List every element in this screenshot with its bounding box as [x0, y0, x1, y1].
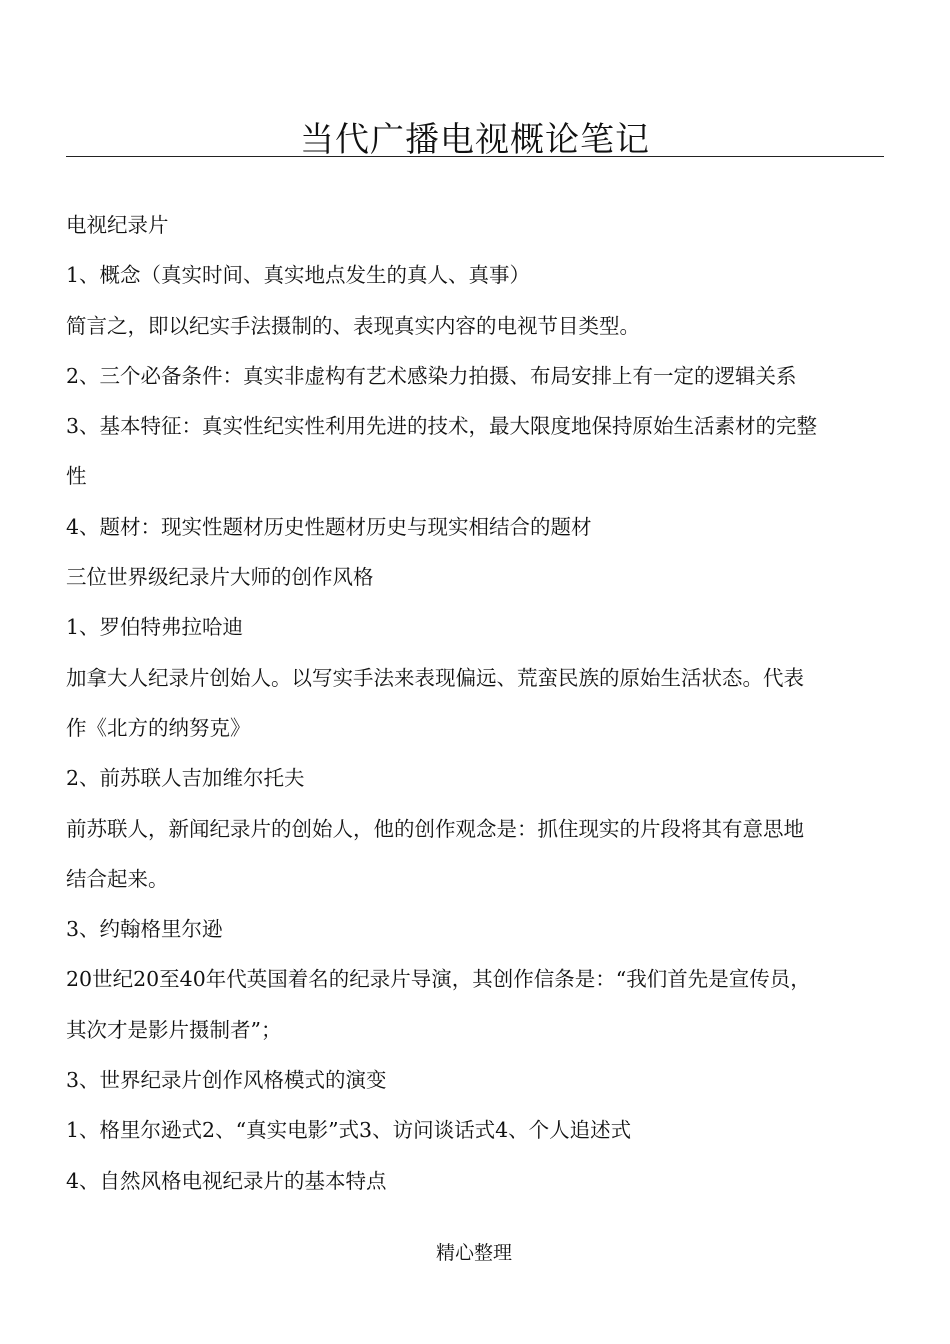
page-footer: 精心整理: [436, 1242, 513, 1264]
text-line: 4、题材：现实性题材历史性题材历史与现实相结合的题材: [66, 514, 592, 539]
text-line: 20世纪20至40年代英国着名的纪录片导演，其创作信条是：“我们首先是宣传员，: [66, 967, 811, 992]
section-heading-documentary: 电视纪录片: [66, 213, 169, 237]
title-underline: [66, 156, 884, 157]
document-title: 当代广播电视概论笔记: [300, 120, 650, 160]
text-line: 2、前苏联人吉加维尔托夫: [66, 766, 305, 791]
document-body: [66, 200, 884, 1206]
text-line: 4、自然风格电视纪录片的基本特点: [66, 1168, 387, 1193]
text-line: 性: [66, 464, 87, 489]
text-line: 加拿大人纪录片创始人。以写实手法来表现偏远、荒蛮民族的原始生活状态。代表: [66, 665, 804, 690]
text-line: 结合起来。: [66, 866, 169, 891]
text-line: 前苏联人，新闻纪录片的创始人，他的创作观念是：抓住现实的片段将其有意思地: [66, 816, 804, 841]
text-line: 1、罗伯特弗拉哈迪: [66, 615, 244, 640]
text-line: 其次才是影片摄制者”；: [66, 1017, 282, 1042]
text-line: 3、基本特征：真实性纪实性利用先进的技术，最大限度地保持原始生活素材的完整: [66, 414, 818, 439]
section-heading-masters: 三位世界级纪录片大师的创作风格: [66, 565, 374, 590]
text-line: 2、三个必备条件：真实非虚构有艺术感染力拍摄、布局安排上有一定的逻辑关系: [66, 363, 797, 388]
text-line: 1、格里尔逊式2、“真实电影”式3、访问谈话式4、个人追述式: [66, 1118, 632, 1143]
text-line: 简言之，即以纪实手法摄制的、表现真实内容的电视节目类型。: [66, 313, 640, 338]
text-line: 3、约翰格里尔逊: [66, 917, 223, 942]
text-line: 作《北方的纳努克》: [66, 715, 251, 740]
text-line: 1、概念（真实时间、真实地点发生的真人、真事）: [66, 263, 531, 288]
text-line: 3、世界纪录片创作风格模式的演变: [66, 1068, 387, 1093]
